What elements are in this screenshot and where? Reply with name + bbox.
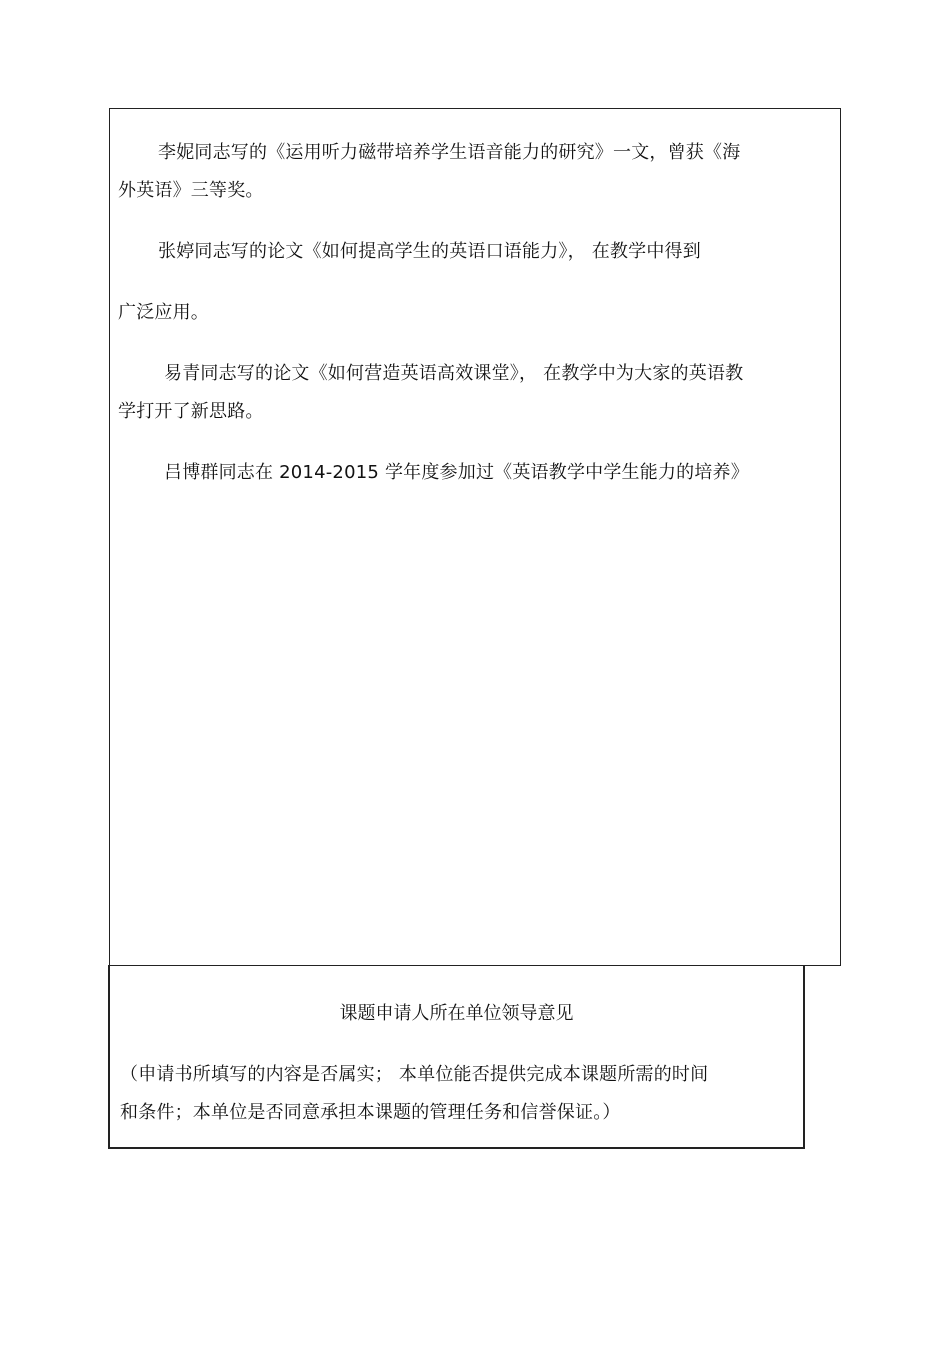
opinion-title: 课题申请人所在单位领导意见 [339, 1003, 574, 1024]
opinion-note-line1: （申请书所填写的内容是否属实； 本单位能否提供完成本课题所需的时间 [120, 1064, 709, 1085]
paragraph-yi-qing-line2: 学打开了新思路。 [118, 401, 264, 422]
paragraph-li-ni-line2: 外英语》三等奖。 [118, 180, 264, 201]
achievements-box [109, 108, 841, 966]
paragraph-li-ni-line1: 李妮同志写的《运用听力磁带培养学生语音能力的研究》一文，曾获《海 [158, 142, 741, 163]
paragraph-lv-boqun-line1: 吕博群同志在 2014-2015 学年度参加过《英语教学中学生能力的培养》 [164, 462, 749, 483]
leader-opinion-box [108, 965, 805, 1149]
paragraph-zhang-ting-line2: 广泛应用。 [118, 302, 209, 323]
paragraph-yi-qing-line1: 易青同志写的论文《如何营造英语高效课堂》， 在教学中为大家的英语教 [164, 363, 744, 384]
opinion-note-line2: 和条件；本单位是否同意承担本课题的管理任务和信誉保证。） [120, 1102, 621, 1123]
paragraph-zhang-ting-line1: 张婷同志写的论文《如何提高学生的英语口语能力》， 在教学中得到 [158, 241, 701, 262]
